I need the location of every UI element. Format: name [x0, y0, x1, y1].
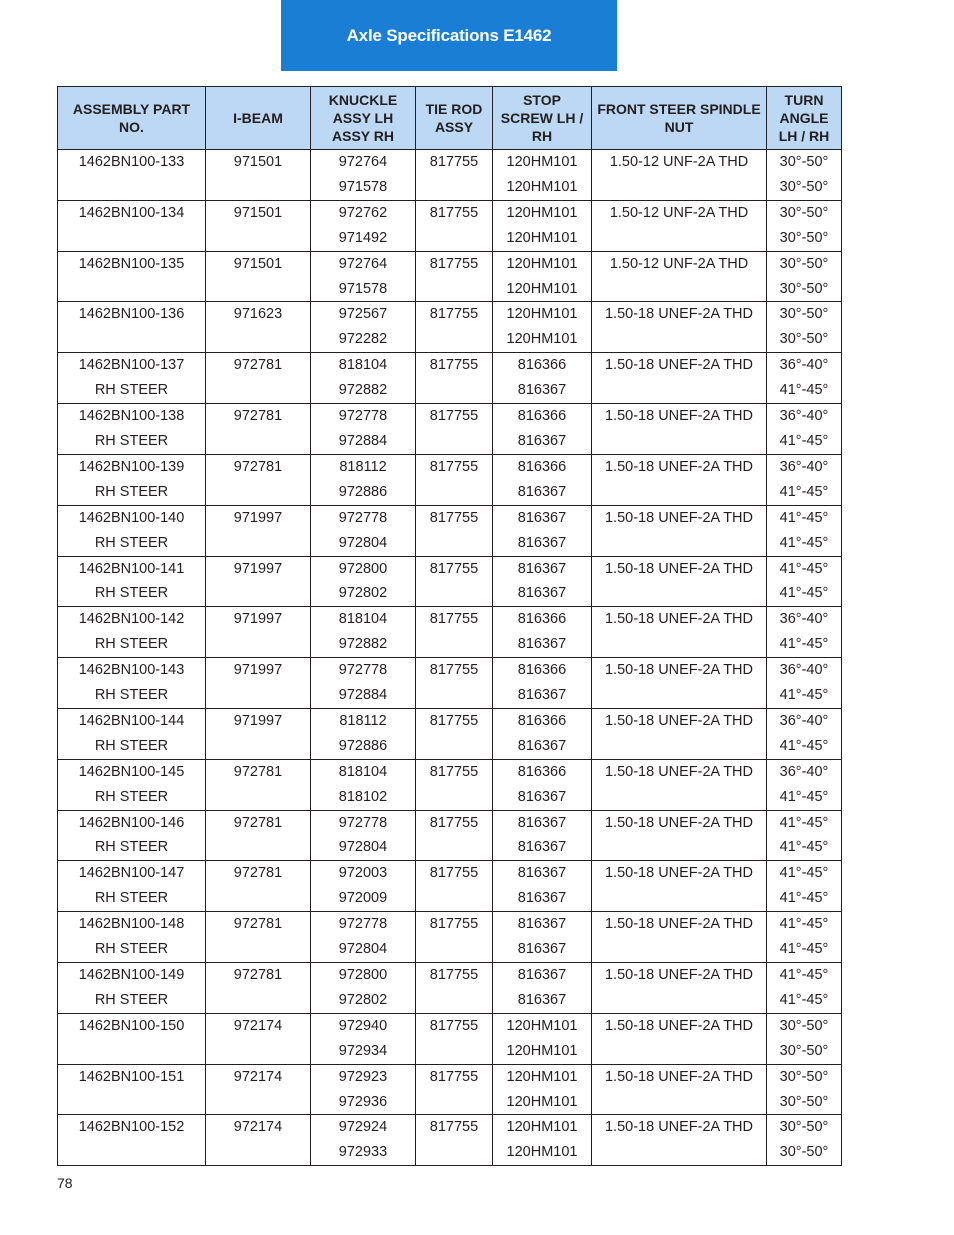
spindle-nut-cell: 1.50-18 UNEF-2A THD: [592, 353, 767, 404]
table-row: [58, 708, 842, 733]
stop-screw-lh-cell: 816366: [493, 454, 592, 479]
part-note-cell: RH STEER: [58, 835, 206, 860]
knuckle-lh-cell: 818112: [311, 454, 416, 479]
knuckle-rh-cell: 971492: [311, 226, 416, 251]
turn-angle-rh-cell: 41°-45°: [767, 378, 842, 403]
tie-rod-cell: 817755: [416, 505, 493, 556]
knuckle-lh-cell: 972003: [311, 861, 416, 886]
table-row: [58, 658, 842, 683]
turn-angle-lh-cell: 41°-45°: [767, 505, 842, 530]
stop-screw-rh-cell: 816367: [493, 581, 592, 606]
part-note-cell: RH STEER: [58, 886, 206, 911]
knuckle-rh-cell: 972802: [311, 988, 416, 1013]
spindle-nut-cell: 1.50-18 UNEF-2A THD: [592, 708, 767, 759]
header-turn-angle: TURN ANGLE LH / RH: [767, 87, 842, 150]
part-note-cell: RH STEER: [58, 785, 206, 810]
knuckle-lh-cell: 972924: [311, 1115, 416, 1140]
tie-rod-cell: 817755: [416, 607, 493, 658]
tie-rod-cell: 817755: [416, 963, 493, 1014]
stop-screw-rh-cell: 120HM101: [493, 1039, 592, 1064]
stop-screw-lh-cell: 120HM101: [493, 200, 592, 225]
stop-screw-rh-cell: 120HM101: [493, 1090, 592, 1115]
stop-screw-lh-cell: 120HM101: [493, 1115, 592, 1140]
stop-screw-rh-cell: 816367: [493, 378, 592, 403]
table-header: [58, 87, 842, 150]
i-beam-cell: 972781: [206, 810, 311, 861]
i-beam-cell: 972781: [206, 353, 311, 404]
stop-screw-lh-cell: 816366: [493, 607, 592, 632]
axle-spec-table: [57, 86, 842, 1166]
knuckle-lh-cell: 818112: [311, 708, 416, 733]
assembly-part-no-cell: 1462BN100-146: [58, 810, 206, 835]
assembly-part-no-cell: 1462BN100-141: [58, 556, 206, 581]
tie-rod-cell: 817755: [416, 302, 493, 353]
turn-angle-rh-cell: 30°-50°: [767, 1039, 842, 1064]
turn-angle-lh-cell: 36°-40°: [767, 454, 842, 479]
turn-angle-lh-cell: 30°-50°: [767, 1064, 842, 1089]
i-beam-cell: 971501: [206, 150, 311, 201]
assembly-part-no-cell: 1462BN100-150: [58, 1013, 206, 1038]
spindle-nut-cell: 1.50-18 UNEF-2A THD: [592, 1064, 767, 1115]
spindle-nut-cell: 1.50-18 UNEF-2A THD: [592, 302, 767, 353]
table-row: [58, 1013, 842, 1038]
knuckle-lh-cell: 972800: [311, 963, 416, 988]
turn-angle-rh-cell: 41°-45°: [767, 734, 842, 759]
i-beam-cell: 971501: [206, 200, 311, 251]
tie-rod-cell: 817755: [416, 759, 493, 810]
knuckle-rh-cell: 972933: [311, 1140, 416, 1165]
knuckle-rh-cell: 972886: [311, 480, 416, 505]
turn-angle-rh-cell: 41°-45°: [767, 581, 842, 606]
stop-screw-rh-cell: 816367: [493, 785, 592, 810]
spindle-nut-cell: 1.50-18 UNEF-2A THD: [592, 861, 767, 912]
knuckle-rh-cell: 971578: [311, 175, 416, 200]
i-beam-cell: 972781: [206, 759, 311, 810]
knuckle-rh-cell: 972804: [311, 937, 416, 962]
stop-screw-lh-cell: 120HM101: [493, 150, 592, 175]
spindle-nut-cell: 1.50-12 UNF-2A THD: [592, 150, 767, 201]
knuckle-rh-cell: 972802: [311, 581, 416, 606]
stop-screw-lh-cell: 816367: [493, 556, 592, 581]
spindle-nut-cell: 1.50-12 UNF-2A THD: [592, 200, 767, 251]
part-note-cell: [58, 277, 206, 302]
i-beam-cell: 971501: [206, 251, 311, 302]
stop-screw-rh-cell: 120HM101: [493, 226, 592, 251]
knuckle-lh-cell: 972800: [311, 556, 416, 581]
turn-angle-rh-cell: 30°-50°: [767, 327, 842, 352]
stop-screw-lh-cell: 816366: [493, 658, 592, 683]
part-note-cell: RH STEER: [58, 378, 206, 403]
assembly-part-no-cell: 1462BN100-149: [58, 963, 206, 988]
tie-rod-cell: 817755: [416, 200, 493, 251]
spindle-nut-cell: 1.50-18 UNEF-2A THD: [592, 963, 767, 1014]
tie-rod-cell: 817755: [416, 861, 493, 912]
spindle-nut-cell: 1.50-18 UNEF-2A THD: [592, 912, 767, 963]
stop-screw-lh-cell: 816366: [493, 353, 592, 378]
tie-rod-cell: 817755: [416, 708, 493, 759]
turn-angle-rh-cell: 30°-50°: [767, 226, 842, 251]
table-row: [58, 556, 842, 581]
part-note-cell: RH STEER: [58, 734, 206, 759]
stop-screw-rh-cell: 816367: [493, 531, 592, 556]
knuckle-lh-cell: 818104: [311, 353, 416, 378]
stop-screw-lh-cell: 816366: [493, 708, 592, 733]
page-title: Axle Specifications E1462: [346, 25, 552, 45]
stop-screw-rh-cell: 816367: [493, 734, 592, 759]
knuckle-lh-cell: 818104: [311, 607, 416, 632]
part-note-cell: [58, 1039, 206, 1064]
turn-angle-lh-cell: 41°-45°: [767, 861, 842, 886]
header-assembly-part-no: ASSEMBLY PART NO.: [58, 87, 206, 150]
tie-rod-cell: 817755: [416, 251, 493, 302]
stop-screw-lh-cell: 816366: [493, 404, 592, 429]
turn-angle-lh-cell: 30°-50°: [767, 251, 842, 276]
page-number: 78: [57, 1175, 73, 1191]
stop-screw-rh-cell: 816367: [493, 937, 592, 962]
stop-screw-lh-cell: 120HM101: [493, 1013, 592, 1038]
knuckle-rh-cell: 972804: [311, 531, 416, 556]
knuckle-lh-cell: 972778: [311, 810, 416, 835]
stop-screw-lh-cell: 816367: [493, 912, 592, 937]
part-note-cell: RH STEER: [58, 988, 206, 1013]
stop-screw-lh-cell: 120HM101: [493, 251, 592, 276]
table-row: [58, 150, 842, 175]
stop-screw-rh-cell: 120HM101: [493, 1140, 592, 1165]
page-title-banner: [281, 0, 617, 71]
header-i-beam: I-BEAM: [206, 87, 311, 150]
part-note-cell: RH STEER: [58, 480, 206, 505]
table-row: [58, 353, 842, 378]
i-beam-cell: 971997: [206, 708, 311, 759]
header-stop-screw: STOP SCREW LH / RH: [493, 87, 592, 150]
turn-angle-lh-cell: 36°-40°: [767, 607, 842, 632]
turn-angle-lh-cell: 36°-40°: [767, 353, 842, 378]
part-note-cell: RH STEER: [58, 683, 206, 708]
stop-screw-rh-cell: 120HM101: [493, 327, 592, 352]
spindle-nut-cell: 1.50-18 UNEF-2A THD: [592, 1013, 767, 1064]
knuckle-lh-cell: 972567: [311, 302, 416, 327]
turn-angle-rh-cell: 41°-45°: [767, 531, 842, 556]
header-tie-rod-assy: TIE ROD ASSY: [416, 87, 493, 150]
tie-rod-cell: 817755: [416, 658, 493, 709]
turn-angle-lh-cell: 30°-50°: [767, 1115, 842, 1140]
turn-angle-rh-cell: 41°-45°: [767, 429, 842, 454]
knuckle-lh-cell: 972764: [311, 251, 416, 276]
turn-angle-rh-cell: 30°-50°: [767, 277, 842, 302]
turn-angle-lh-cell: 30°-50°: [767, 200, 842, 225]
turn-angle-lh-cell: 41°-45°: [767, 963, 842, 988]
turn-angle-rh-cell: 41°-45°: [767, 937, 842, 962]
stop-screw-lh-cell: 816367: [493, 963, 592, 988]
i-beam-cell: 972174: [206, 1013, 311, 1064]
turn-angle-lh-cell: 36°-40°: [767, 658, 842, 683]
part-note-cell: [58, 226, 206, 251]
i-beam-cell: 972781: [206, 963, 311, 1014]
stop-screw-rh-cell: 120HM101: [493, 277, 592, 302]
turn-angle-rh-cell: 41°-45°: [767, 988, 842, 1013]
assembly-part-no-cell: 1462BN100-152: [58, 1115, 206, 1140]
spindle-nut-cell: 1.50-18 UNEF-2A THD: [592, 556, 767, 607]
turn-angle-rh-cell: 30°-50°: [767, 1090, 842, 1115]
part-note-cell: [58, 1140, 206, 1165]
stop-screw-rh-cell: 120HM101: [493, 175, 592, 200]
stop-screw-lh-cell: 816367: [493, 505, 592, 530]
stop-screw-rh-cell: 816367: [493, 886, 592, 911]
header-spindle-nut: FRONT STEER SPINDLE NUT: [592, 87, 767, 150]
spindle-nut-cell: 1.50-18 UNEF-2A THD: [592, 505, 767, 556]
knuckle-rh-cell: 972882: [311, 378, 416, 403]
spindle-nut-cell: 1.50-18 UNEF-2A THD: [592, 404, 767, 455]
turn-angle-rh-cell: 41°-45°: [767, 835, 842, 860]
knuckle-rh-cell: 972886: [311, 734, 416, 759]
spindle-nut-cell: 1.50-12 UNF-2A THD: [592, 251, 767, 302]
tie-rod-cell: 817755: [416, 912, 493, 963]
table-row: [58, 251, 842, 276]
turn-angle-lh-cell: 30°-50°: [767, 150, 842, 175]
knuckle-lh-cell: 972762: [311, 200, 416, 225]
knuckle-rh-cell: 972884: [311, 429, 416, 454]
tie-rod-cell: 817755: [416, 150, 493, 201]
tie-rod-cell: 817755: [416, 1115, 493, 1166]
assembly-part-no-cell: 1462BN100-133: [58, 150, 206, 175]
part-note-cell: RH STEER: [58, 531, 206, 556]
i-beam-cell: 972174: [206, 1115, 311, 1166]
turn-angle-lh-cell: 36°-40°: [767, 404, 842, 429]
spindle-nut-cell: 1.50-18 UNEF-2A THD: [592, 607, 767, 658]
knuckle-lh-cell: 972778: [311, 404, 416, 429]
table-row: [58, 912, 842, 937]
knuckle-lh-cell: 972764: [311, 150, 416, 175]
assembly-part-no-cell: 1462BN100-138: [58, 404, 206, 429]
knuckle-rh-cell: 972884: [311, 683, 416, 708]
knuckle-rh-cell: 971578: [311, 277, 416, 302]
part-note-cell: RH STEER: [58, 581, 206, 606]
stop-screw-rh-cell: 816367: [493, 632, 592, 657]
turn-angle-rh-cell: 41°-45°: [767, 886, 842, 911]
turn-angle-rh-cell: 41°-45°: [767, 683, 842, 708]
i-beam-cell: 972174: [206, 1064, 311, 1115]
header-knuckle-assy: KNUCKLE ASSY LH ASSY RH: [311, 87, 416, 150]
knuckle-rh-cell: 972882: [311, 632, 416, 657]
part-note-cell: RH STEER: [58, 429, 206, 454]
stop-screw-lh-cell: 816367: [493, 861, 592, 886]
knuckle-lh-cell: 818104: [311, 759, 416, 784]
i-beam-cell: 971623: [206, 302, 311, 353]
table-body: [58, 150, 842, 1166]
i-beam-cell: 971997: [206, 607, 311, 658]
table-row: [58, 1064, 842, 1089]
part-note-cell: [58, 327, 206, 352]
assembly-part-no-cell: 1462BN100-139: [58, 454, 206, 479]
turn-angle-lh-cell: 41°-45°: [767, 912, 842, 937]
i-beam-cell: 972781: [206, 861, 311, 912]
part-note-cell: RH STEER: [58, 937, 206, 962]
turn-angle-rh-cell: 30°-50°: [767, 175, 842, 200]
tie-rod-cell: 817755: [416, 556, 493, 607]
spindle-nut-cell: 1.50-18 UNEF-2A THD: [592, 1115, 767, 1166]
i-beam-cell: 972781: [206, 404, 311, 455]
tie-rod-cell: 817755: [416, 1013, 493, 1064]
assembly-part-no-cell: 1462BN100-151: [58, 1064, 206, 1089]
assembly-part-no-cell: 1462BN100-143: [58, 658, 206, 683]
stop-screw-rh-cell: 816367: [493, 683, 592, 708]
knuckle-rh-cell: 818102: [311, 785, 416, 810]
stop-screw-rh-cell: 816367: [493, 480, 592, 505]
part-note-cell: RH STEER: [58, 632, 206, 657]
assembly-part-no-cell: 1462BN100-136: [58, 302, 206, 327]
assembly-part-no-cell: 1462BN100-142: [58, 607, 206, 632]
assembly-part-no-cell: 1462BN100-135: [58, 251, 206, 276]
stop-screw-lh-cell: 816367: [493, 810, 592, 835]
tie-rod-cell: 817755: [416, 454, 493, 505]
assembly-part-no-cell: 1462BN100-147: [58, 861, 206, 886]
turn-angle-rh-cell: 41°-45°: [767, 785, 842, 810]
stop-screw-lh-cell: 120HM101: [493, 302, 592, 327]
i-beam-cell: 971997: [206, 505, 311, 556]
table-row: [58, 1115, 842, 1140]
part-note-cell: [58, 1090, 206, 1115]
tie-rod-cell: 817755: [416, 404, 493, 455]
i-beam-cell: 972781: [206, 454, 311, 505]
tie-rod-cell: 817755: [416, 353, 493, 404]
knuckle-lh-cell: 972940: [311, 1013, 416, 1038]
turn-angle-rh-cell: 30°-50°: [767, 1140, 842, 1165]
turn-angle-lh-cell: 30°-50°: [767, 1013, 842, 1038]
stop-screw-rh-cell: 816367: [493, 988, 592, 1013]
spindle-nut-cell: 1.50-18 UNEF-2A THD: [592, 658, 767, 709]
knuckle-lh-cell: 972778: [311, 505, 416, 530]
table-row: [58, 200, 842, 225]
stop-screw-rh-cell: 816367: [493, 429, 592, 454]
table-row: [58, 404, 842, 429]
assembly-part-no-cell: 1462BN100-140: [58, 505, 206, 530]
turn-angle-lh-cell: 36°-40°: [767, 759, 842, 784]
knuckle-rh-cell: 972804: [311, 835, 416, 860]
turn-angle-rh-cell: 41°-45°: [767, 632, 842, 657]
assembly-part-no-cell: 1462BN100-145: [58, 759, 206, 784]
spindle-nut-cell: 1.50-18 UNEF-2A THD: [592, 759, 767, 810]
tie-rod-cell: 817755: [416, 810, 493, 861]
knuckle-rh-cell: 972009: [311, 886, 416, 911]
spindle-nut-cell: 1.50-18 UNEF-2A THD: [592, 454, 767, 505]
assembly-part-no-cell: 1462BN100-137: [58, 353, 206, 378]
turn-angle-lh-cell: 30°-50°: [767, 302, 842, 327]
stop-screw-lh-cell: 120HM101: [493, 1064, 592, 1089]
turn-angle-rh-cell: 41°-45°: [767, 480, 842, 505]
turn-angle-lh-cell: 41°-45°: [767, 556, 842, 581]
assembly-part-no-cell: 1462BN100-134: [58, 200, 206, 225]
i-beam-cell: 972781: [206, 912, 311, 963]
i-beam-cell: 971997: [206, 556, 311, 607]
assembly-part-no-cell: 1462BN100-144: [58, 708, 206, 733]
i-beam-cell: 971997: [206, 658, 311, 709]
spindle-nut-cell: 1.50-18 UNEF-2A THD: [592, 810, 767, 861]
part-note-cell: [58, 175, 206, 200]
knuckle-rh-cell: 972936: [311, 1090, 416, 1115]
knuckle-lh-cell: 972923: [311, 1064, 416, 1089]
table-row: [58, 302, 842, 327]
knuckle-rh-cell: 972934: [311, 1039, 416, 1064]
stop-screw-lh-cell: 816366: [493, 759, 592, 784]
table-row: [58, 607, 842, 632]
table-row: [58, 810, 842, 835]
turn-angle-lh-cell: 41°-45°: [767, 810, 842, 835]
table-row: [58, 963, 842, 988]
tie-rod-cell: 817755: [416, 1064, 493, 1115]
assembly-part-no-cell: 1462BN100-148: [58, 912, 206, 937]
table-row: [58, 454, 842, 479]
knuckle-rh-cell: 972282: [311, 327, 416, 352]
table-row: [58, 861, 842, 886]
table-row: [58, 505, 842, 530]
turn-angle-lh-cell: 36°-40°: [767, 708, 842, 733]
table-row: [58, 759, 842, 784]
knuckle-lh-cell: 972778: [311, 912, 416, 937]
knuckle-lh-cell: 972778: [311, 658, 416, 683]
stop-screw-rh-cell: 816367: [493, 835, 592, 860]
